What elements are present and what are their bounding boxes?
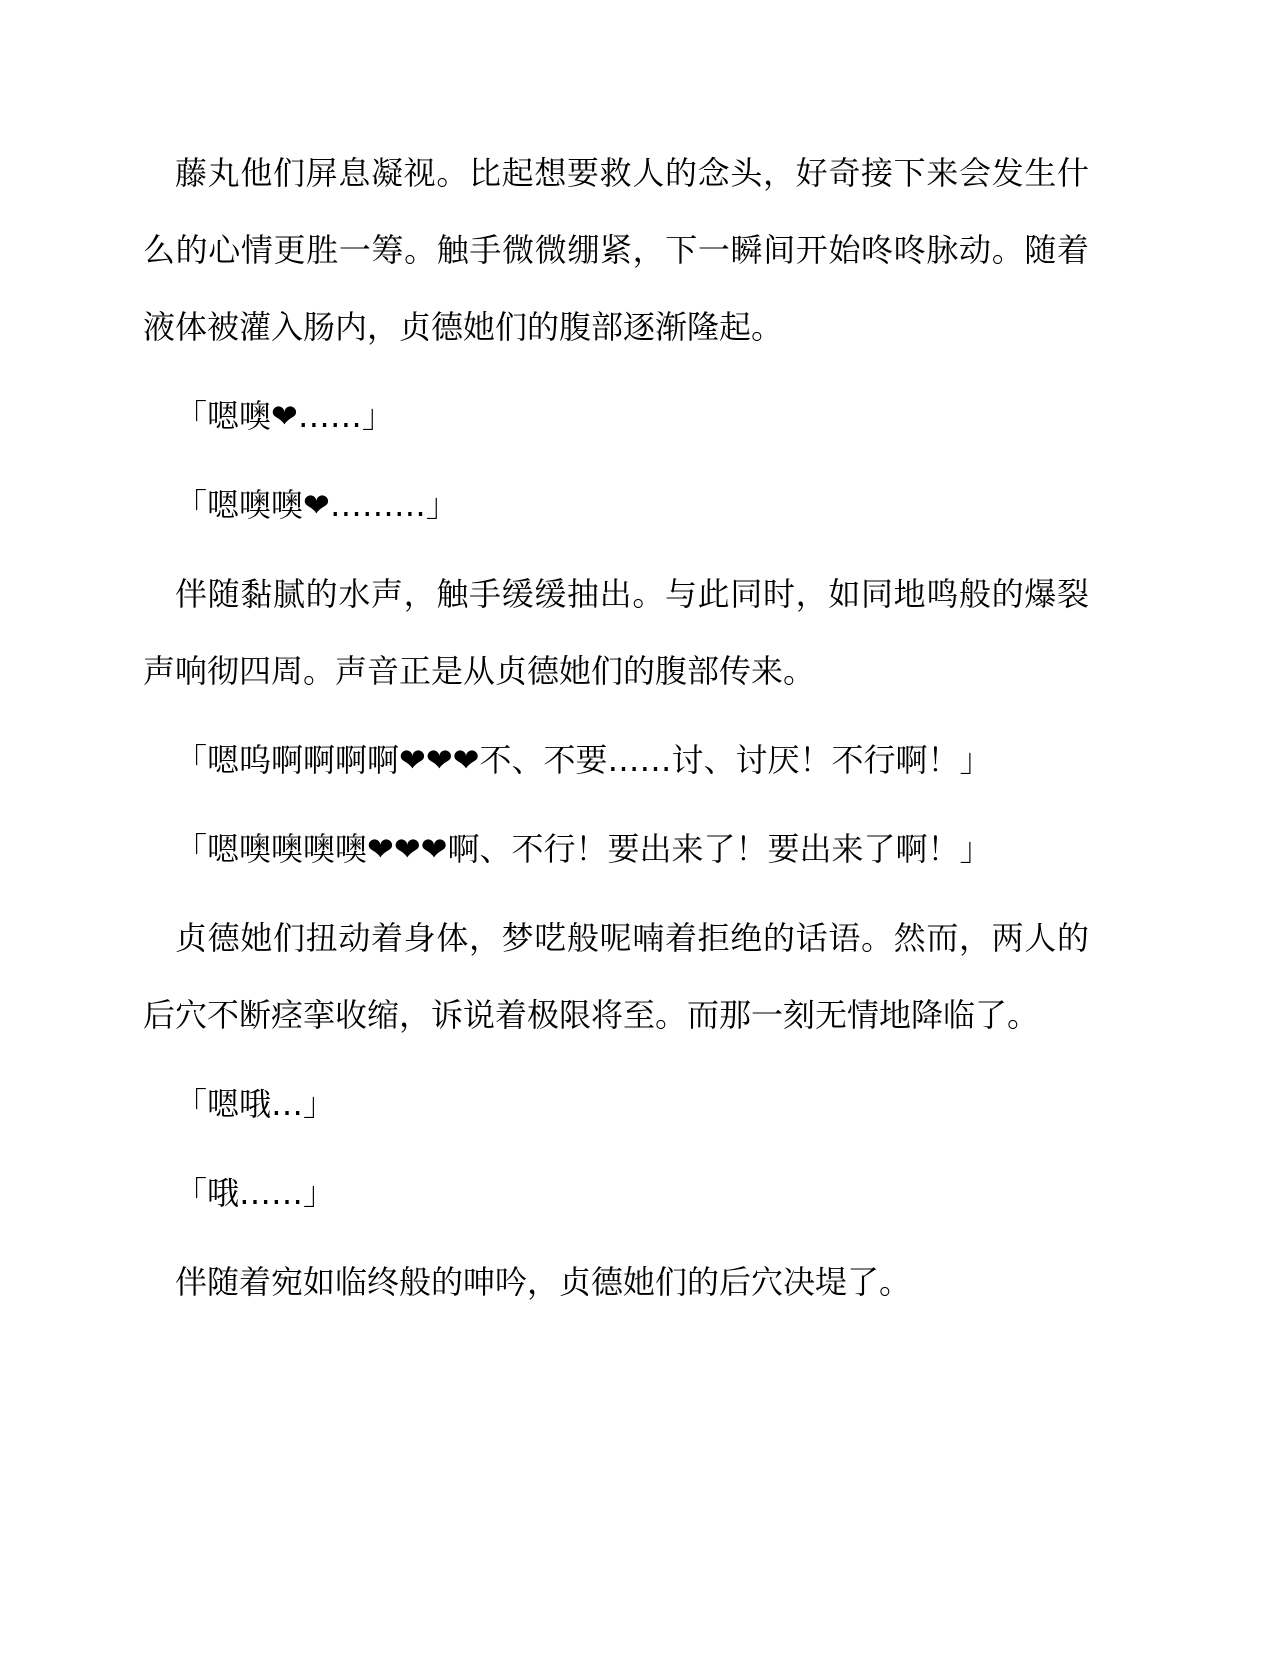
dialogue-line: 「嗯哦…」 — [175, 1085, 336, 1123]
dialogue-line: 「嗯噢噢噢噢❤❤❤啊、不行！要出来了！要出来了啊！」 — [175, 830, 992, 868]
narrative-paragraph: 伴随着宛如临终般的呻吟，贞德她们的后穴决堤了。 — [175, 1263, 912, 1301]
novel-text-body — [143, 135, 1089, 1333]
dialogue-line: 「哦……」 — [175, 1174, 336, 1212]
narrative-paragraph: 藤丸他们屏息凝视。比起想要救人的念头，好奇接下来会发生什么的心情更胜一筹。触手微微绷紧，下一瞬间开始咚咚脉动。随着液体被灌入肠内，贞德她们的腹部逐渐隆起。 — [143, 154, 1089, 346]
narrative-paragraph: 伴随黏腻的水声，触手缓缓抽出。与此同时，如同地鸣般的爆裂声响彻四周。声音正是从贞德她们的腹部传来。 — [143, 575, 1089, 690]
narrative-paragraph: 贞德她们扭动着身体，梦呓般呢喃着拒绝的话语。然而，两人的后穴不断痉挛收缩，诉说着极限将至。而那一刻无情地降临了。 — [143, 919, 1089, 1034]
dialogue-line: 「嗯呜啊啊啊啊❤❤❤不、不要……讨、讨厌！不行啊！」 — [175, 741, 992, 779]
dialogue-line: 「嗯噢噢❤………」 — [175, 486, 458, 524]
dialogue-line: 「嗯噢❤……」 — [175, 397, 394, 435]
